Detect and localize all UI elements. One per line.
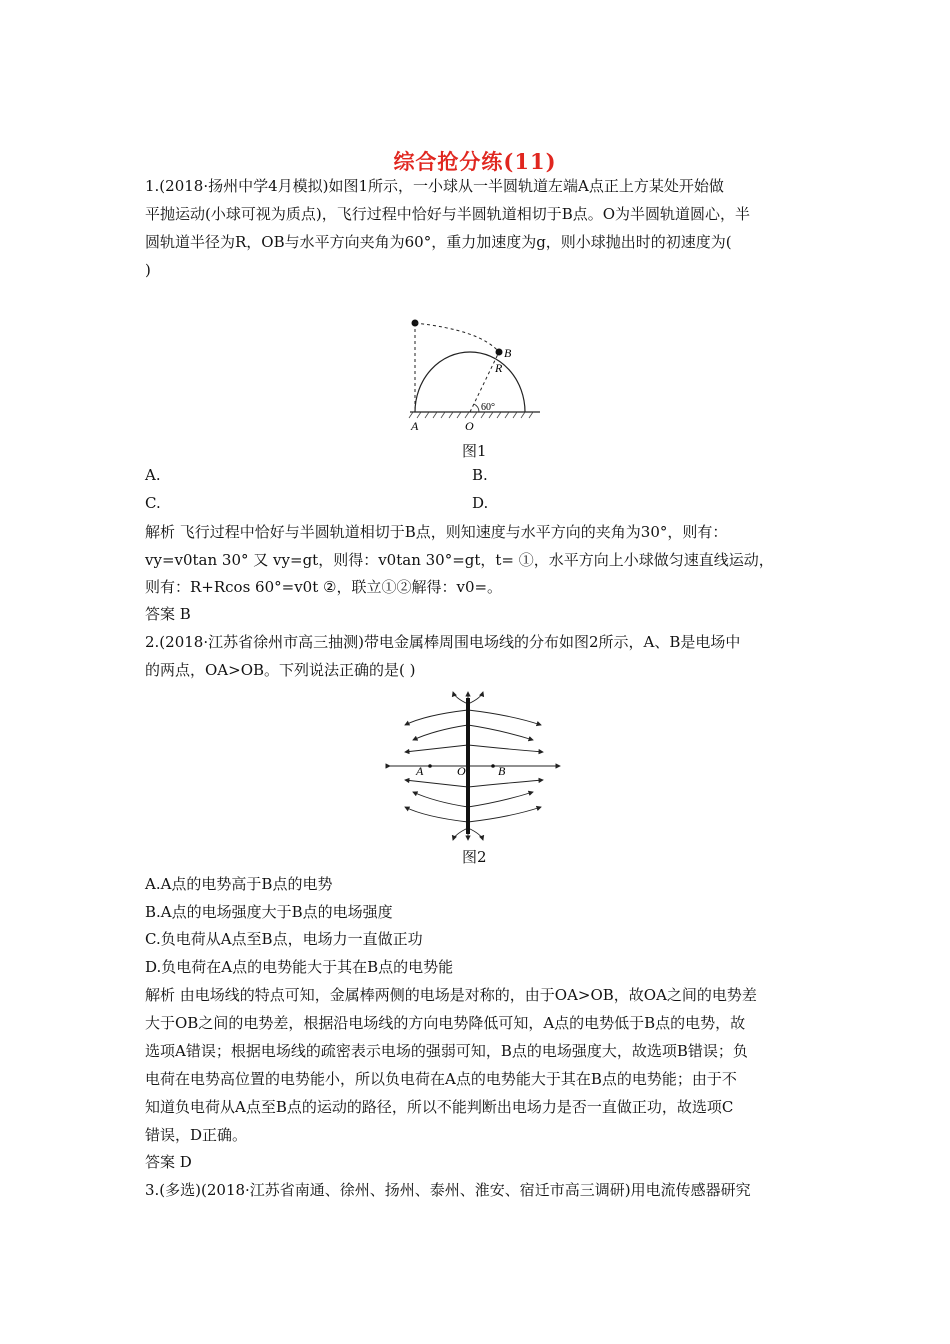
q2-analysis-line-3: 选项A错误；根据电场线的疏密表示电场的强弱可知，B点的电场强度大，故选项B错误；负 [145, 1042, 748, 1060]
label-a: A [411, 419, 419, 433]
point-a [428, 764, 432, 768]
label-60-degrees: 60° [481, 402, 495, 413]
point-b-ball [496, 349, 503, 356]
q1-option-d: D. [472, 494, 489, 512]
q2-analysis-line-6: 错误，D正确。 [145, 1126, 248, 1144]
page-title: 综合抢分练(11) [393, 149, 557, 174]
charged-metal-rod [466, 698, 470, 834]
q2-line-2: 的两点，OA>OB。下列说法正确的是( ) [145, 661, 416, 679]
q1-analysis-line-2: vy=v0tan 30° 又 vy=gt，则得：v0tan 30°=gt，t= ①，水平方向上小球做匀速直线运动， [145, 551, 774, 569]
q2-answer: 答案 D [145, 1153, 192, 1171]
q2-line-1: 2.(2018·江苏省徐州市高三抽测)带电金属棒周围电场线的分布如图2所示，A、B是电场中 [145, 633, 741, 651]
figure-1-semicircle-track [395, 310, 555, 435]
q1-line-4: ) [145, 261, 151, 279]
q1-analysis-line-1: 解析 飞行过程中恰好与半圆轨道相切于B点，则知速度与水平方向的夹角为30°，则有： [145, 523, 728, 541]
figure-1-caption: 图1 [462, 442, 487, 460]
q2-option-a: A.A点的电势高于B点的电势 [145, 875, 333, 893]
q1-line-1: 1.(2018·扬州中学4月模拟)如图1所示，一小球从一半圆轨道左端A点正上方某处开始做 [145, 177, 724, 195]
q1-line-2: 平抛运动(小球可视为质点)，飞行过程中恰好与半圆轨道相切于B点。O为半圆轨道圆心，半 [145, 205, 751, 223]
ground-hatching [409, 412, 533, 418]
q2-analysis-line-4: 电荷在电势高位置的电势能小，所以负电荷在A点的电势能大于其在B点的电势能；由于不 [145, 1070, 737, 1088]
angle-arc [474, 404, 479, 412]
q1-option-c: C. [145, 494, 161, 512]
label-r: R [495, 361, 503, 375]
q1-line-3: 圆轨道半径为R，OB与水平方向夹角为60°，重力加速度为g，则小球抛出时的初速度为( [145, 233, 732, 251]
semicircle-track [415, 352, 525, 412]
q2-analysis-line-5: 知道负电荷从A点至B点的运动的路径，所以不能判断出电场力是否一直做正功，故选项C [145, 1098, 734, 1116]
q3-line-1: 3.(多选)(2018·江苏省南通、徐州、扬州、泰州、淮安、宿迁市高三调研)用电流传感器研究 [145, 1181, 751, 1199]
q1-analysis-line-3: 则有：R+Rcos 60°=v0t ②，联立①②解得：v0=。 [145, 578, 503, 596]
q2-analysis-line-1: 解析 由电场线的特点可知，金属棒两侧的电场是对称的，由于OA>OB，故OA之间的电势差 [145, 986, 757, 1004]
label-b: B [498, 764, 506, 778]
q2-option-b: B.A点的电场强度大于B点的电场强度 [145, 903, 393, 921]
trajectory-dashed-curve [415, 323, 499, 352]
q1-option-b: B. [472, 466, 488, 484]
figure-2-electric-field-lines [385, 690, 565, 842]
label-o: O [457, 764, 466, 778]
point-b [491, 764, 495, 768]
label-b: B [504, 346, 512, 360]
q2-analysis-line-2: 大于OB之间的电势差，根据沿电场线的方向电势降低可知，A点的电势低于B点的电势，故 [145, 1014, 746, 1032]
label-o: O [465, 419, 474, 433]
figure-2-caption: 图2 [462, 848, 487, 866]
q2-option-d: D.负电荷在A点的电势能大于其在B点的电势能 [145, 958, 454, 976]
label-a: A [416, 764, 424, 778]
q1-option-a: A. [145, 466, 161, 484]
q1-answer: 答案 B [145, 605, 191, 623]
q2-option-c: C.负电荷从A点至B点，电场力一直做正功 [145, 930, 423, 948]
